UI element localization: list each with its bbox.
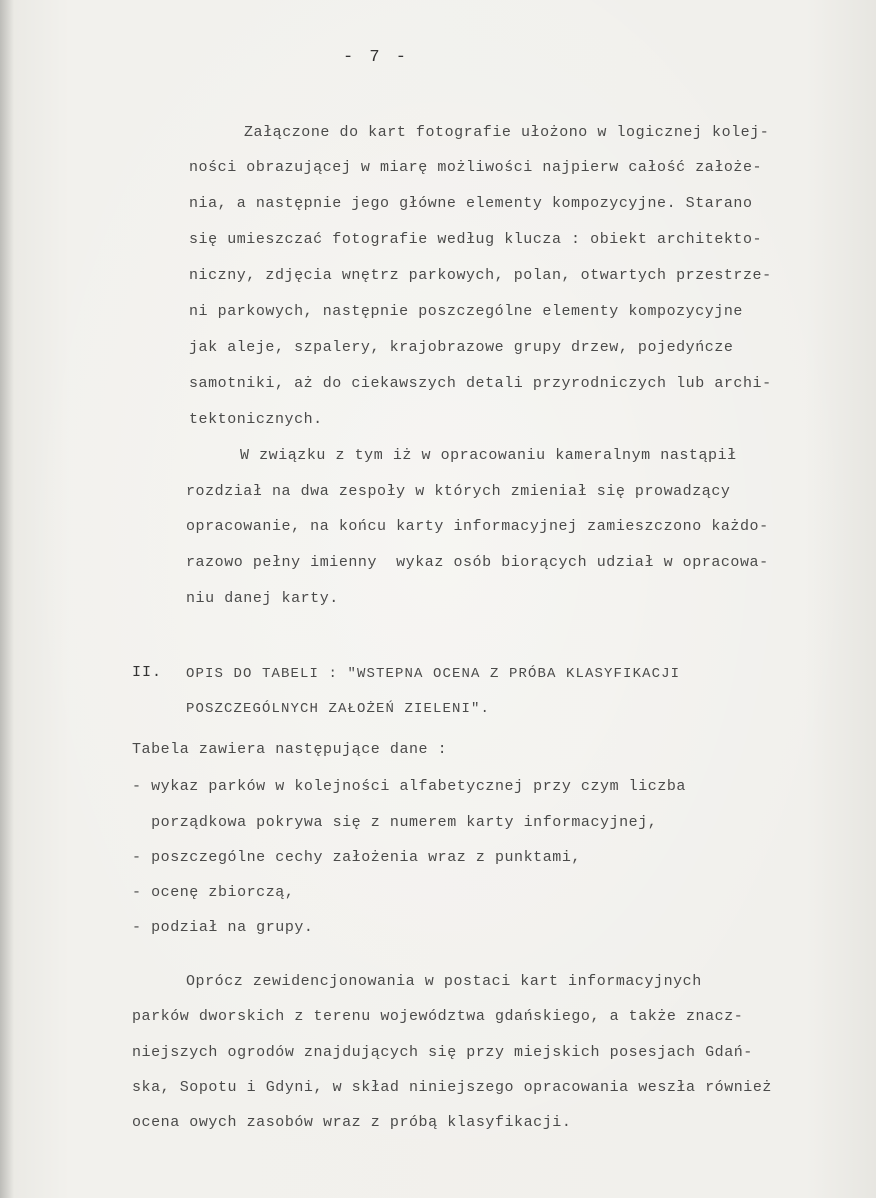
paragraph2-line: W związku z tym iż w opracowaniu kameralnym nastąpił (240, 447, 737, 464)
paragraph1-line: Załączone do kart fotografie ułożono w logicznej kolej- (244, 124, 770, 141)
paragraph3-line: ska, Sopotu i Gdyni, w skład niniejszego opracowania weszła również (132, 1079, 772, 1096)
paragraph1-line: niczny, zdjęcia wnętrz parkowych, polan, otwartych przestrze- (189, 267, 772, 284)
paragraph1-line: tektonicznych. (189, 411, 323, 428)
paragraph2-line: rozdział na dwa zespoły w których zmieniał się prowadzący (186, 483, 731, 500)
paragraph1-line: się umieszczać fotografie według klucza : obiekt architekto- (189, 231, 763, 248)
paragraph3-line: parków dworskich z terenu województwa gdańskiego, a także znacz- (132, 1008, 744, 1025)
paragraph3-line: niejszych ogrodów znajdujących się przy miejskich posesjach Gdań- (132, 1044, 753, 1061)
paragraph1-line: ności obrazującej w miarę możliwości najpierw całość założe- (189, 159, 763, 176)
paragraph1-line: samotniki, aż do ciekawszych detali przyrodniczych lub archi- (189, 375, 772, 392)
paragraph3-line: Oprócz zewidencjonowania w postaci kart informacyjnych (186, 973, 702, 990)
paragraph1-line: nia, a następnie jego główne elementy kompozycyjne. Starano (189, 195, 753, 212)
list-item: - ocenę zbiorczą, (132, 884, 295, 901)
section-number: II. (132, 664, 163, 681)
paragraph2-line: niu danej karty. (186, 590, 339, 607)
section-heading-line: POSZCZEGÓLNYCH ZAŁOŻEŃ ZIELENI". (186, 701, 491, 717)
paragraph2-line: opracowanie, na końcu karty informacyjnej zamieszczono każdo- (186, 518, 769, 535)
paragraph3-line: ocena owych zasobów wraz z próbą klasyfikacji. (132, 1114, 572, 1131)
section-heading-line: OPIS DO TABELI : "WSTEPNA OCENA Z PRÓBA KLASYFIKACJI (186, 666, 681, 682)
list-item: porządkowa pokrywa się z numerem karty informacyjnej, (132, 814, 658, 831)
list-item: - poszczególne cechy założenia wraz z punktami, (132, 849, 581, 866)
list-item: - podział na grupy. (132, 919, 314, 936)
list-item: - wykaz parków w kolejności alfabetycznej przy czym liczba (132, 778, 686, 795)
page-number: - 7 - (343, 48, 410, 67)
page-edge-shadow (0, 0, 14, 1198)
paragraph1-line: ni parkowych, następnie poszczególne elementy kompozycyjne (189, 303, 743, 320)
paragraph1-line: jak aleje, szpalery, krajobrazowe grupy drzew, pojedyńcze (189, 339, 734, 356)
paragraph2-line: razowo pełny imienny wykaz osób biorących udział w opracowa- (186, 554, 769, 571)
table-intro: Tabela zawiera następujące dane : (132, 741, 448, 758)
